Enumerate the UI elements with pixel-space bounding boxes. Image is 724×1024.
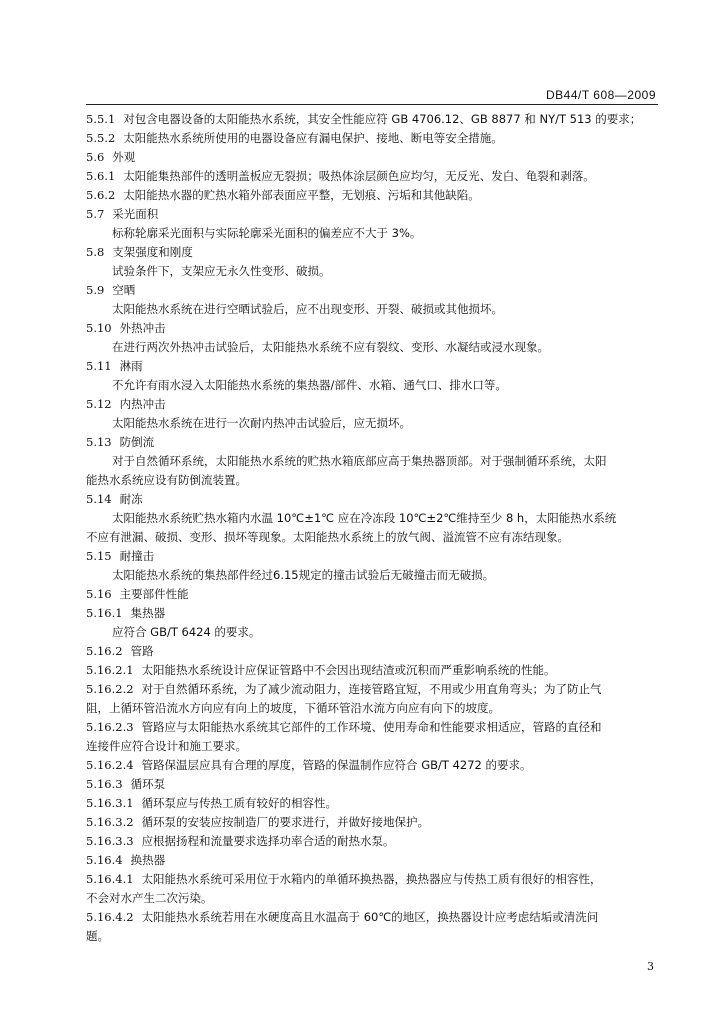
clause-text: 对包含电器设备的太阳能热水系统，其安全性能应符 GB 4706.12、GB 8877 和 NY/T 513 的要求； [123,112,642,126]
clause-text: 太阳能热水系统的集热部件经过6.15规定的撞击试验后无破撞击而无破损。 [112,568,495,582]
text-line [86,262,658,281]
text-line [86,737,658,756]
text-line [86,927,658,946]
clause-text: 空晒 [112,283,136,297]
clause-number: 5.9 [86,283,105,297]
text-line [86,319,658,338]
clause-number: 5.16.2.4 [86,758,134,772]
clause-text: 标称轮廓采光面积与实际轮廓采光面积的偏差应不大于 3%。 [112,226,422,240]
text-line [86,110,658,129]
text-line [86,604,658,623]
clause-number: 5.12 [86,397,112,411]
clause-text: 对于自然循环系统，为了减少流动阻力，连接管路宜短，不用或少用直角弯头；为了防止气 [141,682,602,696]
clause-text: 对于自然循环系统，太阳能热水系统的贮热水箱底部应高于集热器顶部。对于强制循环系统，太阳 [112,454,607,468]
clause-text: 防倒流 [119,435,155,449]
clause-text: 太阳能热水系统在进行空晒试验后，应不出现变形、开裂、破损或其他损坏。 [112,302,503,316]
text-line [86,813,658,832]
text-line [86,471,658,490]
text-line [86,585,658,604]
header-rule [86,104,658,105]
clause-text: 换热器 [130,853,166,867]
clause-number: 5.5.2 [86,131,116,145]
clause-text: 支架强度和刚度 [112,245,193,259]
clause-number: 5.6 [86,150,105,164]
text-line [86,547,658,566]
clause-number: 5.16.1 [86,606,123,620]
clause-text: 耐冻 [119,492,143,506]
clause-number: 5.16.4 [86,853,123,867]
text-line [86,395,658,414]
text-line [86,205,658,224]
text-line [86,870,658,889]
clause-text: 在进行两次外热冲击试验后，太阳能热水系统不应有裂纹、变形、水凝结或浸水现象。 [112,340,549,354]
clause-text: 循环泵的安装应按制造厂的要求进行，并做好接地保护。 [141,815,430,829]
clause-text: 太阳能集热部件的透明盖板应无裂损；吸热体涂层颜色应均匀，无反光、发白、龟裂和剥落。 [123,169,595,183]
text-line [86,528,658,547]
clause-text: 循环泵应与传热工质有较好的相容性。 [141,796,338,810]
text-line [86,452,658,471]
text-line [86,566,658,585]
clause-text: 应根据扬程和流量要求选择功率合适的耐热水泵。 [141,834,395,848]
clause-number: 5.16.4.1 [86,872,134,886]
clause-number: 5.16.3.3 [86,834,134,848]
clause-number: 5.13 [86,435,112,449]
clause-text: 集热器 [130,606,166,620]
text-line [86,338,658,357]
clause-text: 外观 [112,150,136,164]
text-line [86,794,658,813]
text-line [86,129,658,148]
text-line [86,357,658,376]
clause-text: 不应有泄漏、破损、变形、损坏等现象。太阳能热水系统上的放气阀、溢流管不应有冻结现象。 [86,530,569,544]
text-line [86,243,658,262]
clause-text: 太阳能热水系统若用在水硬度高且水温高于 60℃的地区，换热器设计应考虑结垢或清洗问 [141,910,599,924]
text-line [86,832,658,851]
clause-text: 太阳能热水系统贮热水箱内水温 10℃±1℃ 应在冷冻段 10℃±2℃维持至少 8 h，太阳能热水系统 [112,511,617,525]
text-line [86,699,658,718]
text-line [86,167,658,186]
clause-number: 5.16.3 [86,777,123,791]
clause-text: 不允许有雨水浸入太阳能热水系统的集热器/部件、水箱、通气口、排水口等。 [112,378,507,392]
text-line [86,680,658,699]
text-line [86,224,658,243]
clause-text: 淋雨 [119,359,143,373]
clause-text: 太阳能热水器的贮热水箱外部表面应平整，无划痕、污垢和其他缺陷。 [123,188,480,202]
clause-text: 管路 [130,644,154,658]
clause-text: 太阳能热水系统可采用位于水箱内的单循环换热器，换热器应与传热工质有很好的相容性， [141,872,602,886]
text-line [86,281,658,300]
clause-number: 5.6.2 [86,188,116,202]
clause-text: 管路保温层应具有合理的厚度，管路的保温制作应符合 GB/T 4272 的要求。 [141,758,532,772]
clause-text: 太阳能热水系统在进行一次耐内热冲击试验后，应无损坏。 [112,416,411,430]
text-line [86,300,658,319]
clause-text: 应符合 GB/T 6424 的要求。 [112,625,261,639]
clause-text: 主要部件性能 [119,587,189,601]
clause-text: 循环泵 [130,777,166,791]
clause-number: 5.16.4.2 [86,910,134,924]
clause-text: 能热水系统应设有防倒流装置。 [86,473,247,487]
clause-text: 试验条件下，支架应无永久性变形、破损。 [112,264,331,278]
clause-text: 管路应与太阳能热水系统其它部件的工作环境、使用寿命和性能要求相适应，管路的直径和 [141,720,602,734]
text-line [86,490,658,509]
text-line [86,186,658,205]
clause-text: 太阳能热水系统设计应保证管路中不会因出现结渣或沉积而严重影响系统的性能。 [141,663,556,677]
clause-number: 5.16.3.2 [86,815,134,829]
clause-text: 阻，上循环管沿流水方向应有向上的坡度，下循环管沿水流方向应有向下的坡度。 [86,701,500,715]
clause-text: 连接件应符合设计和施工要求。 [86,739,247,753]
clause-number: 5.16.2.2 [86,682,134,696]
clause-number: 5.16 [86,587,112,601]
text-line [86,376,658,395]
clause-number: 5.7 [86,207,105,221]
clause-text: 外热冲击 [119,321,166,335]
text-line [86,908,658,927]
document-id: DB44/T 608—2009 [545,88,656,102]
text-line [86,851,658,870]
clause-number: 5.14 [86,492,112,506]
clause-text: 采光面积 [112,207,159,221]
text-line [86,756,658,775]
text-line [86,775,658,794]
clause-number: 5.16.2.3 [86,720,134,734]
clause-number: 5.6.1 [86,169,116,183]
document-body [86,110,658,946]
text-line [86,509,658,528]
clause-number: 5.16.2.1 [86,663,134,677]
clause-text: 耐撞击 [119,549,155,563]
clause-number: 5.8 [86,245,105,259]
clause-text: 不会对水产生二次污染。 [86,891,213,905]
clause-number: 5.10 [86,321,112,335]
clause-number: 5.16.3.1 [86,796,134,810]
text-line [86,661,658,680]
clause-text: 内热冲击 [119,397,166,411]
text-line [86,414,658,433]
text-line [86,642,658,661]
clause-text: 太阳能热水系统所使用的电器设备应有漏电保护、接地、断电等安全措施。 [123,131,503,145]
clause-number: 5.5.1 [86,112,116,126]
clause-text: 题。 [86,929,109,943]
clause-number: 5.16.2 [86,644,123,658]
text-line [86,433,658,452]
clause-number: 5.15 [86,549,112,563]
text-line [86,148,658,167]
text-line [86,889,658,908]
clause-number: 5.11 [86,359,112,373]
text-line [86,718,658,737]
page-number: 3 [647,960,654,973]
text-line [86,623,658,642]
